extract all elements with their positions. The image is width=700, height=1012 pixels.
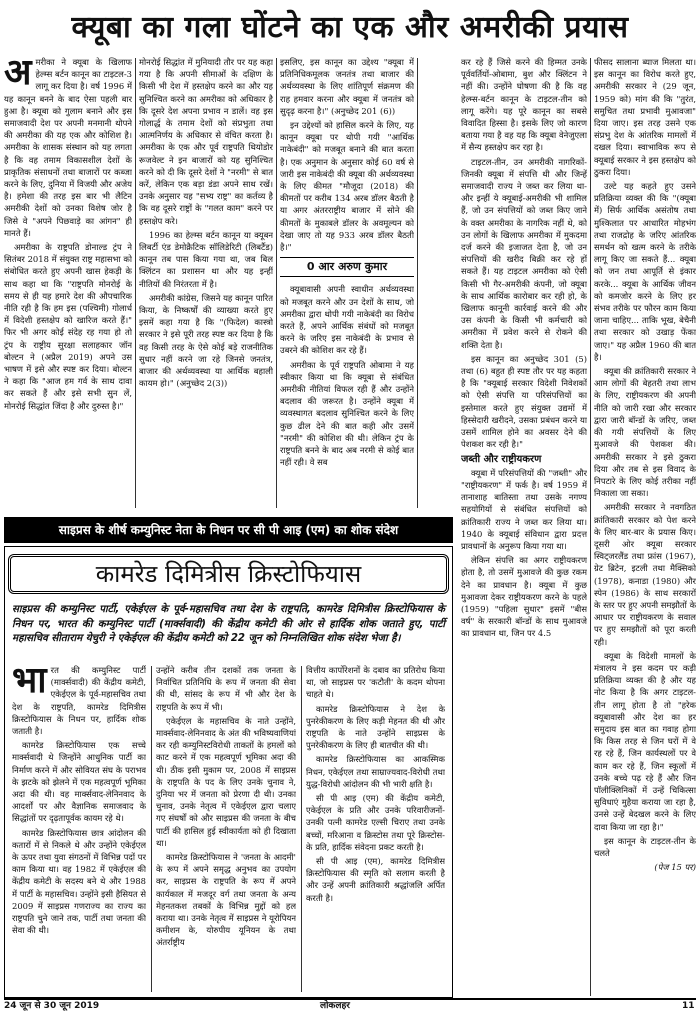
article-column-4 <box>461 56 587 996</box>
article-column-5 <box>594 56 696 996</box>
article-paragraph: अमरीका के राष्ट्रपति डोनाल्ड ट्रंप ने सितंबर 2018 में संयुक्त राष्ट्र महासभा को संबोधित करते हुए अपनी खास हेकड़ी के साथ कहा था कि "राष्ट्रपति मोनरोई के समय से ही यह हमारे देश की औपचारिक नीति रही है कि हम इस (पश्चिमी) गोलार्ध में विदेशी हस्तक्षेप को खारिज करते हैं।" फिर भी अगर कोई संदेह रह गया हो तो ट्रंप के राष्ट्रीय सुरक्षा सलाहकार जॉन बोल्टन ने (अप्रैल 2019) अपने उस भाषण में इसे और स्पष्ट कर दिया। बोल्टन ने कहा कि "आज हम गर्व के साथ दावा कर सकते हैं और इसे सभी सुन लें, मोनरोई सिद्धांत जिंदा है और दुरुस्त है।" <box>4 242 132 411</box>
column-rule <box>417 58 418 508</box>
obituary-banner: साइप्रस के शीर्ष कम्युनिस्ट नेता के निधन पर सी पी आइ (एम) का शोक संदेश <box>4 517 453 543</box>
article-paragraph: वित्तीय कार्पोरेशनों के दबाव का प्रतिरोध किया था, जो साइप्रस पर 'कटौती' के कदम थोपना चाहते थे। <box>306 665 445 700</box>
article-column-2 <box>139 56 273 508</box>
article-paragraph: क्यूबा की क्रांतिकारी सरकार ने आम लोगों की बेहतरी तथा लाभ के लिए, राष्ट्रीयकरण की अपनी नीति को जारी रखा और सरकार द्वारा जारी बॉन्डों के जरिए, जब्त की गयी संपत्तियों के लिए मुआवजे की पेशकश की। अमरीकी सरकार ने इसे ठुकरा दिया और तब से इस विवाद के निपटारे के लिए कोई तरीका नहीं निकाला जा सका। <box>594 366 696 499</box>
article-paragraph: कामरेड क्रिस्टोफियास एक सच्चे मार्क्सवादी थे जिन्होंने आधुनिक पार्टी का निर्माण करने में और सोवियत संघ के पराभव के झटके को झेलने में एक महत्वपूर्ण भूमिका अदा की थी। वह मार्क्सवाद-लेनिनवाद के आदर्शों पर और वैज्ञानिक समाजवाद के सिद्धांतों पर दृढ़तापूर्वक कायम रहे थे। <box>12 740 146 824</box>
article-paragraph: 1996 का हेल्म्स बर्टन कानून या क्यूबन लिबर्टी एंड डेमोक्रैटिक सॉलिडेरिटी (लिबर्टैड) कानून तब पास किया गया था, जब बिल क्लिंटन का प्रशासन था और यह इन्हीं नीतियों की निरंतरता में है। <box>139 229 273 289</box>
article-paragraph: सी पी आइ (एम) की केंद्रीय कमेटी, एकेईएल के प्रति और उनके परिवारीजनों-उनकी पत्नी कामरेड एल्सी चिराए तथा उनके बच्चों, मरिआना व क्रिस्टोस तथा पूरे क्रिस्टोस-के प्रति, हार्दिक संवेदना प्रकट करती है। <box>306 793 445 852</box>
article-paragraph: अमरीकी कांग्रेस, जिसने यह कानून पारित किया, के निष्कर्षों की व्याख्या करते हुए इसमें कहा गया है कि "(फिदेल) कास्त्रो सरकार ने इसे पूरी तरह स्पष्ट कर दिया है कि वह किसी तरह के ऐसे कोई बड़े राजनीतिक सुधार नहीं करने जा रहे जिनसे जनतंत्र, बाजार की अर्थव्यवस्था या आर्थिक बहाली कायम हो।" (अनुच्छेद 2(3)) <box>139 292 273 389</box>
article-paragraph: कामरेड क्रिस्टोफियास छात्र आंदोलन की कतारों में से निकले थे और उन्होंने एकेईएल के ऊपर तथा युवा संगठनों में विभिन्न पदों पर काम किया था। वह 1982 में एकेईएल की केंद्रीय कमेटी के सदस्य बने थे और 1988 में पार्टी के महासचिव। उन्होंने इसी हैसियत से 2009 में साइप्रस गणराज्य का राज्य का राष्ट्रपति चुने जाने तक, पार्टी तथा जनता की सेवा की थी। <box>12 827 146 936</box>
article-paragraph: इन उद्देश्यों को हासिल करने के लिए, यह कानून क्यूबा पर थोपी गयी "आर्थिक नाकेबंदी" को मजबूत बनाने की बात करता है। एक अनुमान के अनुसार कोई 60 वर्ष से जारी इस नाकेबंदी की क्यूबा की अर्थव्यवस्था के लिए कीमत "मौजूदा (2018) की कीमतों पर करीब 134 अरब डॉलर बैठती है या अगर अंतरराष्ट्रीय बाजार में सोने की कीमतों के मुकाबले डॉलर के अवमूल्यन को देखा जाए तो यह 933 अरब डॉलर बैठती है।" <box>280 120 414 253</box>
article-column-1 <box>4 56 132 508</box>
article-paragraph: भारत की कम्युनिस्ट पार्टी (मार्क्सवादी) की केंद्रीय कमेटी, एकेईएल के पूर्व-महासचिव तथा देश के राष्ट्रपति, कामरेड दिमित्रीस क्रिस्टोफियास के निधन पर, हार्दिक शोक जताती है। <box>12 664 146 737</box>
article-paragraph: क्यूबा के विदेशी मामलों के मंत्रालय ने इस कदम पर कड़ी प्रतिक्रिया व्यक्त की है और यह नोट किया है कि अगर टाइटल-तीन लागू होता है तो "हरेक क्यूबावासी और देश का हर समुदाय इस बात का गवाह होगा कि किस तरह से जिन घरों में वे रह रहे हैं, जिन कार्यस्थलों पर वे काम कर रहे हैं, जिन स्कूलों में उनके बच्चे पढ़ रहे हैं और जिन पॉलीक्लिनिकों में उन्हें चिकित्सा सुविधाएं मुहैया कराया जा रहा है, उनसे उन्हें बेदखल करने के लिए दावा किया जा रहा है।" <box>594 650 696 832</box>
article-paragraph: इस कानून का अनुच्छेद 301 (5) तथा (6) बहुत ही स्पष्ट तौर पर यह कहता है कि "क्यूबाई सरकार विदेशी निवेशकों को ऐसी संपत्ति या परिसंपत्तियों का इस्तेमाल करते हुए संयुक्त उद्यमों में हिस्सेदारी खरीदने, उसका प्रबंधन करने या उसमें शामिल होने का अवसर देने की पेशकश कर रही है।" <box>461 353 587 450</box>
article-paragraph: क्यूबावासी अपनी स्वाधीन अर्थव्यवस्था को मजबूत करने और उन देशों के साथ, जो अमरीका द्वारा थोपी गयी नाकेबंदी का विरोध करते हैं, अपने आर्थिक संबंधों को मजबूत करने के जरिए इस नाकेबंदी के प्रभाव से उबरने की कोशिश कर रहे हैं। <box>280 284 414 356</box>
article-paragraph: कामरेड क्रिस्टोफियास ने 'जनता के आदमी' के रूप में अपने समृद्ध अनुभव का उपयोग कर, साइप्रस के राष्ट्रपति के रूप में अपने कार्यकाल में मजदूर वर्ग तथा जनता के अन्य मेहनतकश तबकों के विभिन्न मुद्दों को हल कराया था। उनके नेतृत्व में साइप्रस ने यूरोपियन कमीशन के, योरुपीय यूनियन के तथा अंतर्राष्ट्रीय <box>156 852 296 948</box>
article-paragraph: टाइटल-तीन, उन अमरीकी नागरिकों-जिनकी क्यूबा में संपत्ति थी और जिन्हें समाजवादी राज्य ने जब्त कर लिया था-और इन्हीं ये क्यूबाई-अमरीकी भी शामिल हैं, जो उन संपत्तियों को जब्त किए जाने के वक्त अमरीका के नागरिक नहीं थे, को उन लोगों के खिलाफ अमरीका में मुकदमा दर्ज करने की इजाजत देता है, जो उन संपत्तियों की खरीद बिक्री कर रहे हों सकते हैं। यह टाइटल अमरीका को ऐसी किसी भी गैर-अमरीकी कंपनी, जो क्यूबा के साथ आर्थिक कारोबार कर रही हो, के खिलाफ कानूनी कार्रवाई करने की और उस कंपनी के किसी भी कर्मचारी को अमरीका में प्रवेश करने से रोकने की शक्ति देता है। <box>461 156 587 350</box>
obituary-column-1 <box>12 664 146 994</box>
article-paragraph: अमरीका ने क्यूबा के खिलाफ हेल्म्स बर्टन कानून का टाइटल-3 लागू कर दिया है। वर्ष 1996 में यह कानून बनने के बाद ऐसा पहली बार हुआ है। क्यूबा को गुलाम बनाने और इस समाजवादी देश पर अपनी मनमानी थोपने की अमरीका की यह एक और कोशिश है। अमरीका के शासक संस्थान को यह लगता है कि वह तमाम विकासशील देशों के प्राकृतिक संसाधनों तथा बाजारों पर कब्जा करने के लिए, दुनिया में विजयी और अजेय है। हमेशा की तरह इस बार भी लैटिन अमरीकी देशों को उनका विशेष जोर है जिसे वे "अपने पिछवाड़े का आंगन" ही मानते हैं। <box>4 56 132 238</box>
obituary-title: कामरेड दिमित्रीस क्रिस्टोफियास <box>8 554 449 594</box>
article-paragraph: क्यूबा में परिसंपत्तियों की "जब्ती" और "राष्ट्रीयकरण" में फर्क है। वर्ष 1959 में तानाशाह बातिस्ता तथा उसके नगण्य सहयोगियों से संबंधित संपत्तियों को क्रांतिकारी राज्य ने जब्त कर लिया था। 1940 के क्यूबाई संविधान द्वारा प्रदत्त प्रावधानों के अनुरूप किया गया था। <box>461 467 587 551</box>
column-rule <box>276 58 277 508</box>
article-paragraph: इसलिए, इस कानून का उद्देश्य "क्यूबा में प्रतिनिधिकमूलक जनतंत्र तथा बाजार की अर्थव्यवस्था के लिए शांतिपूर्ण संक्रमण की राह हमवार करना और क्यूबा में जनतंत्र को सुदृढ़ करना है।" (अनुच्छेद 201 (6)) <box>280 57 414 116</box>
article-paragraph: मोनरोई सिद्धांत में मुनियादी तौर पर यह कहा गया है कि अपनी सीमाओं के दक्षिण के किसी भी देश में हस्तक्षेप करने का और यह सुनिश्चित करने का अमरीका को अधिकार है कि दूसरे देश अपना प्रभाव न डालें। वह इस गोलार्द्ध के तमाम देशों को संप्रभुता तथा आत्मनिर्णय के अधिकार से वंचित करता है। अमरीका के एक और पूर्व राष्ट्रपति थियोडोर रूजवेल्ट ने इन बाजारों को यह सुनिश्चित करने को दी कि दूसरे देशों ने "नरमी" से बात करें, लेकिन एक बड़ा डंडा अपने साथ रखें। उनके अनुसार यह "सभ्य राष्ट्र" का कर्तव्य है कि वह दूसरे राष्ट्रों के "गलत काम" करने पर हस्तक्षेप करे। <box>139 57 273 226</box>
subheading: जब्ती और राष्ट्रीयकरण <box>461 453 542 465</box>
article-paragraph: एकेईएल के महासचिव के नाते उन्होंने, मार्क्सवाद-लेनिनवाद के अंत की भविष्यवाणियां कर रही कम्युनिस्टविरोधी ताकतों के हमलों को काट करने में एक महत्वपूर्ण भूमिका अदा की थी। ठीक इसी मुकाम पर, 2008 में साइप्रस के राष्ट्रपति के पद के लिए उनके चुनाव ने, दुनिया भर में जनता को प्रेरणा दी थी। उनका चुनाव, उनके नेतृत्व में एकेईएल द्वारा चलाए गए संघर्षों को और साइप्रस की जनता के बीच पार्टी की हासिल हुई स्वीकार्यता को ही दिखाता था। <box>156 715 296 848</box>
article-paragraph: कर रहे हैं जिसे करने की हिम्मत उनके पूर्ववर्तियों-ओबामा, बुश और क्लिंटन ने नहीं की। उन्होंने घोषणा की है कि वह हेल्म्स-बर्टन कानून के टाइटल-तीन को लागू करेंगे। यह पूरे कानून का सबसे विवादित हिस्सा है। इसके लिए जो कारण बताया गया है वह यह कि क्यूबा वेनेजुएला में सैन्य हस्तक्षेप कर रहा है। <box>461 57 587 153</box>
drop-cap: अ <box>4 56 32 93</box>
column-rule <box>590 58 591 996</box>
drop-cap: भा <box>12 664 47 701</box>
column-rule <box>135 58 136 508</box>
column-rule <box>151 666 152 992</box>
article-paragraph: कामरेड क्रिस्टोफियास का आकस्मिक निधन, एकेईएल तथा साम्राज्यवाद-विरोधी तथा युद्ध-विरोधी आंदोलन की भी भारी क्षति है। <box>306 754 445 789</box>
obituary-column-2 <box>156 664 296 994</box>
footer-publication: लोकलहर <box>320 1001 350 1011</box>
article-paragraph: अमरीका के पूर्व राष्ट्रपति ओबामा ने यह स्वीकार किया था कि क्यूबा से संबंधित अमरीकी नीतियां विफल रही हैं और उन्होंने बदलाव की जरूरत है। उन्होंने क्यूबा में व्यवस्थागत बदलाव सुनिश्चित करने के लिए कुछ ढील देने की बात कही और उसमें "नरमी" की कोशिश की थी। लेकिन ट्रंप के राष्ट्रपति बनने के बाद अब नरमी से कोई बात नहीं रही। वे सब <box>280 359 414 468</box>
article-paragraph: अमरीकी सरकार ने नवगठित क्रांतिकारी सरकार को पेश करने के लिए बार-बार के प्रयास किए। दूसरी ओर क्यूबा सरकार स्विट्जरलैंड तथा फ्रांस (1967), ग्रेट ब्रिटेन, इटली तथा मैक्सिको (1978), कनाडा (1980) और स्पेन (1986) के साथ सरकारों के स्तर पर हुए अपनी समझौतों के आधार पर राष्ट्रीयकरण के सवाल पर हुए समझौतों को पूरा करती रही। <box>594 502 696 647</box>
article-paragraph: उल्टे यह कहते हुए उसने प्रतिक्रिया व्यक्त की कि "(क्यूबा में) सिर्फ आर्थिक असंतोष तथा मुश्किलात पर आधारित मोहभंग तथा राजद्रोह के जरिए आंतरिक समर्थन को खत्म करने के तरीके लागू किए जा सकते हैं... क्यूबा को जन तथा आपूर्ति से इंकार करके... क्यूबा के आर्थिक जीवन को कमजोर करने के लिए हर संभव तरीके पर फौरन काम किया जाना चाहिए... ताकि भूख, बेचैनी तथा सरकार को उखाड़ फेंका जाए।" यह अप्रैल 1960 की बात है। <box>594 181 696 362</box>
article-paragraph: इस कानून के टाइटल-तीन के चलते <box>594 835 696 858</box>
article-column-3 <box>280 56 414 508</box>
footer-page-number: 11 <box>682 1001 695 1011</box>
obituary-intro: साइप्रस की कम्युनिस्ट पार्टी, एकेईएल के पूर्व-महासचिव तथा देश के राष्ट्रपति, कामरेड दिमित्रीस क्रिस्टोफियास के निधन पर, भारत की कम्युनिस्ट पार्टी (मार्क्सवादी) की केंद्रीय कमेटी की ओर से हार्दिक शोक जताते हुए, पार्टी महासचिव सीताराम येचुरी ने एकेईएल की केंद्रीय कमेटी को 22 जून को निम्नलिखित शोक संदेश भेजा है। <box>12 604 445 644</box>
column-rule <box>301 666 302 992</box>
article-paragraph: कामरेड क्रिस्टोफियास ने देश के पुनरेकीकरण के लिए कड़ी मेहनत की थी और राष्ट्रपति के नाते उन्होंने साइप्रस के पुनरेकीकरण के लिए ही बातचीत की थी। <box>306 703 445 751</box>
article-paragraph: लेकिन संपत्ति का अगर राष्ट्रीयकरण होता है, तो उसमें मुआवजे की कुछ रकम देने का प्रावधान है। क्यूबा में कुछ मुआवजा देकर राष्ट्रीयकरण करने के पहले (1959) "पहिला सुधार" इसमें "बीस वर्ष" के सरकारी बॉन्डों के साथ मुआवजे का प्रावधान था, जिन पर 4.5 <box>461 555 587 639</box>
article-paragraph: फीसद सालाना ब्याज मिलता था। इस कानून का विरोध करते हुए, अमरीकी सरकार ने (29 जून, 1959 को) मांग की कि "तुरंत, समुचित तथा प्रभावी मुआवजा" दिया जाए। इस तरह उसने एक संप्रभु देश के आंतरिक मामलों में दखल दिया। स्वाभाविक रूप से क्यूबाई सरकार ने इस हस्तक्षेप को ठुकरा दिया। <box>594 57 696 177</box>
headline: क्यूबा का गला घोंटने का एक और अमरीकी प्रयास <box>71 10 629 45</box>
obituary-column-3 <box>306 664 445 994</box>
footer-rule <box>4 998 696 1000</box>
footer-date: 24 जून से 30 जून 2019 <box>4 1001 100 1011</box>
continuation-note: (पेज 15 पर) <box>654 862 696 873</box>
article-paragraph: सी पी आइ (एम), कामरेड दिमित्रीस क्रिस्टोफियास की स्मृति को सलाम करती है और उन्हें अपनी क्रांतिकारी श्रद्धांजलि अर्पित करती है। <box>306 856 445 903</box>
byline: 0 आर अरुण कुमार <box>280 257 414 277</box>
article-paragraph: उन्होंने करीब तीन दशकों तक जनता के निर्वाचित प्रतिनिधि के रूप में जनता की सेवा की थी, सांसद के रूप में भी और देश के राष्ट्रपति के रूप में भी। <box>156 665 296 712</box>
